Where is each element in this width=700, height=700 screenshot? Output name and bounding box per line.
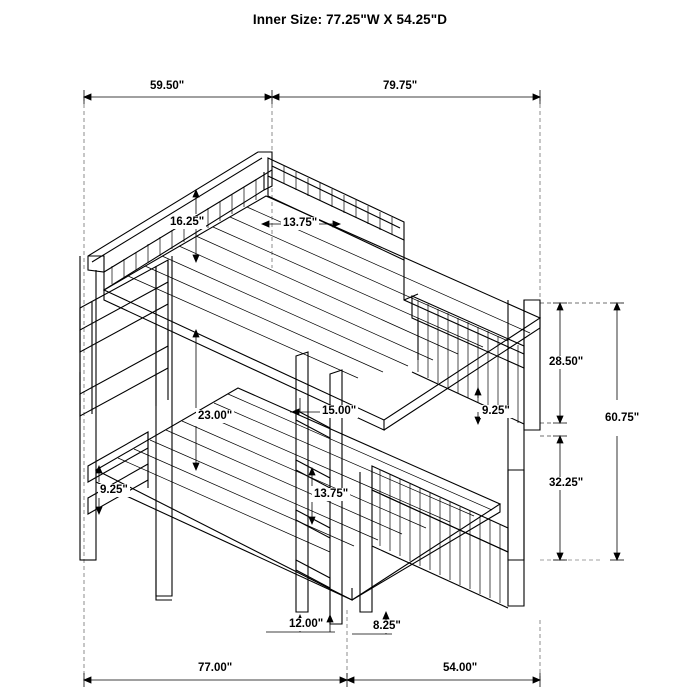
dim-ladder-offset: 15.00": [322, 405, 357, 417]
dim-right-total: 60.75": [605, 412, 640, 424]
bottom-dimension-band: [84, 673, 540, 687]
dim-foot-right: 8.25": [373, 620, 401, 632]
dim-right-lower: 32.25": [549, 477, 584, 489]
dim-upper-clearance: 23.00": [198, 410, 233, 422]
dim-lower-right-rail: 9.25": [482, 405, 510, 417]
dim-lower-left-rail: 9.25": [100, 484, 128, 496]
dim-span-bottom-right: 54.00": [443, 662, 478, 674]
dim-foot-left: 12.00": [289, 618, 324, 630]
dim-upper-rail-height: 16.25": [170, 216, 205, 228]
right-dimension-band: [540, 303, 624, 560]
dim-span-top-left: 59.50": [150, 80, 185, 92]
dim-right-upper: 28.50": [549, 356, 584, 368]
page-title: Inner Size: 77.25"W X 54.25"D: [252, 12, 448, 27]
dim-lower-rail-depth: 13.75": [314, 488, 349, 500]
dim-span-bottom-left: 77.00": [198, 662, 233, 674]
dim-span-top-right: 79.75": [383, 80, 418, 92]
upper-slats: [128, 207, 530, 378]
dim-upper-rail-depth: 13.75": [283, 217, 318, 229]
lower-right-pickets: [380, 470, 500, 603]
